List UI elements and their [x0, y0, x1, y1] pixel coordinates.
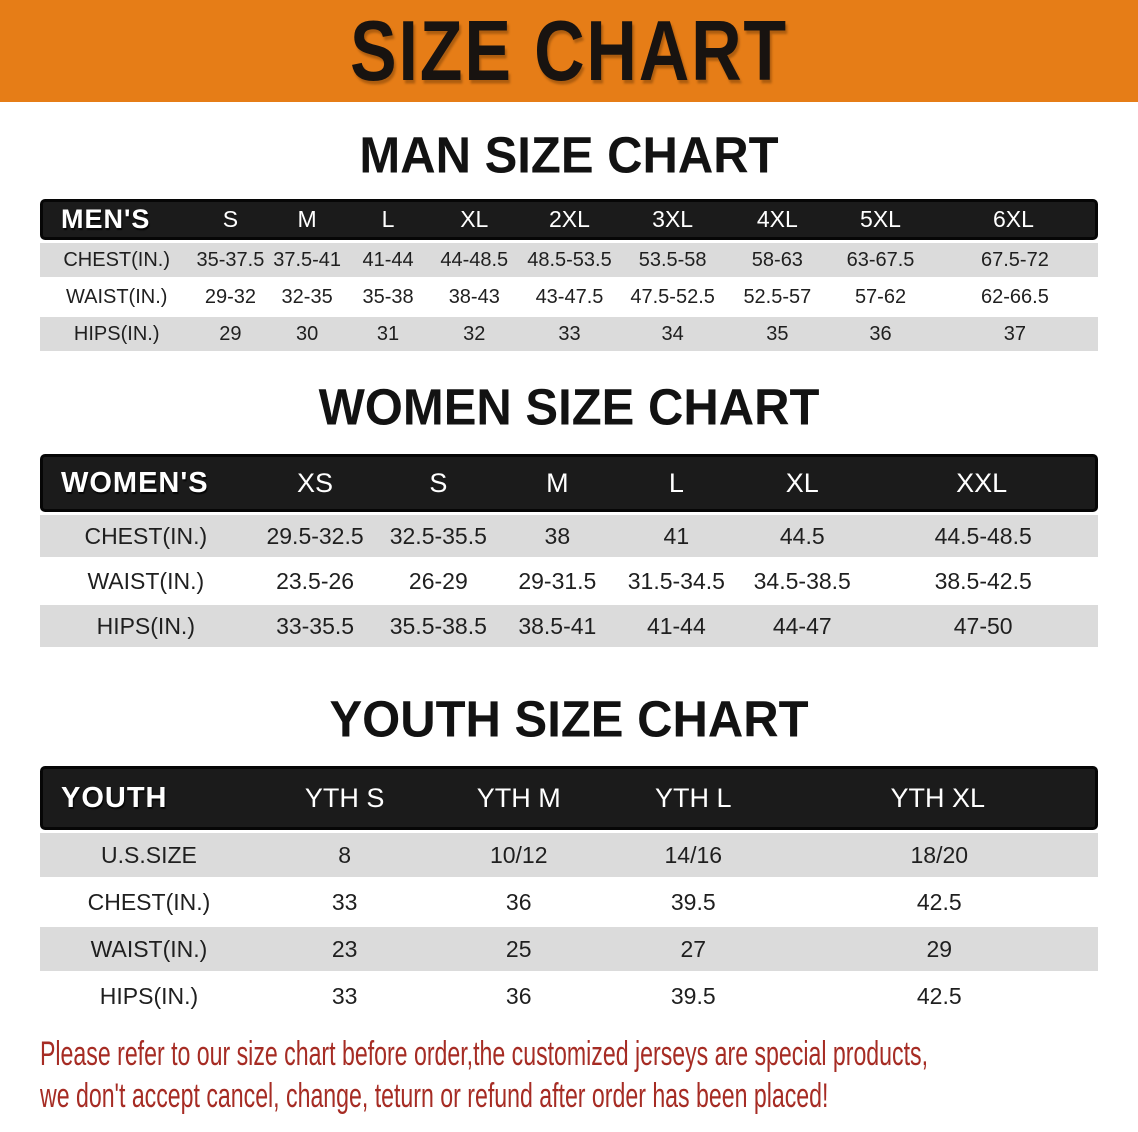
size-value: 36 [431, 880, 606, 924]
size-column-header: YTH M [431, 766, 606, 830]
size-value: 29 [193, 317, 267, 351]
size-value: 44-47 [736, 605, 868, 647]
size-value: 39.5 [606, 880, 781, 924]
size-value: 39.5 [606, 974, 781, 1018]
size-value: 67.5-72 [932, 243, 1098, 277]
table-row [40, 317, 1098, 351]
size-value: 35-37.5 [193, 243, 267, 277]
size-column-header: M [267, 199, 346, 240]
size-value: 38-43 [429, 280, 519, 314]
size-value: 23.5-26 [252, 560, 379, 602]
measurement-label: HIPS(IN.) [40, 974, 258, 1018]
table-row [40, 243, 1098, 277]
youth-section-title: YOUTH SIZE CHART [329, 691, 809, 749]
size-value: 29-32 [193, 280, 267, 314]
size-value: 32-35 [267, 280, 346, 314]
size-value: 43-47.5 [519, 280, 620, 314]
size-value: 33 [258, 974, 432, 1018]
size-column-header: S [379, 454, 499, 512]
size-value: 42.5 [781, 880, 1098, 924]
measurement-label: WAIST(IN.) [40, 280, 193, 314]
size-column-header: XL [429, 199, 519, 240]
size-value: 42.5 [781, 974, 1098, 1018]
size-value: 34 [620, 317, 726, 351]
women-section [40, 451, 1098, 650]
size-value: 26-29 [379, 560, 499, 602]
note-line-2: we don't accept cancel, change, teturn or refund after order has been placed! [40, 1077, 829, 1115]
size-column-header: S [193, 199, 267, 240]
size-value: 44.5 [736, 515, 868, 557]
size-value: 35 [726, 317, 830, 351]
size-column-header: XL [736, 454, 868, 512]
size-column-header: 6XL [932, 199, 1098, 240]
size-column-header: YTH L [606, 766, 781, 830]
table-row [40, 974, 1098, 1018]
size-column-header: L [617, 454, 737, 512]
size-value: 10/12 [431, 833, 606, 877]
size-value: 47-50 [868, 605, 1098, 647]
table-row [40, 280, 1098, 314]
size-value: 31.5-34.5 [617, 560, 737, 602]
size-value: 31 [347, 317, 430, 351]
size-value: 34.5-38.5 [736, 560, 868, 602]
size-value: 33-35.5 [252, 605, 379, 647]
size-value: 38.5-42.5 [868, 560, 1098, 602]
size-column-header: L [347, 199, 430, 240]
size-value: 8 [258, 833, 432, 877]
size-value: 29 [781, 927, 1098, 971]
size-value: 35.5-38.5 [379, 605, 499, 647]
measurement-label: WAIST(IN.) [40, 927, 258, 971]
size-column-header: 4XL [726, 199, 830, 240]
size-value: 38 [498, 515, 616, 557]
size-value: 63-67.5 [829, 243, 932, 277]
size-value: 27 [606, 927, 781, 971]
youth-section [40, 763, 1098, 1021]
size-column-header: YTH XL [781, 766, 1098, 830]
table-group-label: WOMEN'S [40, 454, 252, 512]
size-value: 25 [431, 927, 606, 971]
women-section-title: WOMEN SIZE CHART [318, 379, 820, 437]
size-value: 38.5-41 [498, 605, 616, 647]
size-column-header: 5XL [829, 199, 932, 240]
size-value: 53.5-58 [620, 243, 726, 277]
table-group-label: MEN'S [40, 199, 193, 240]
size-column-header: XS [252, 454, 379, 512]
measurement-label: CHEST(IN.) [40, 515, 252, 557]
size-column-header: XXL [868, 454, 1098, 512]
note-line-1: Please refer to our size chart before order,the customized jerseys are special products, [40, 1035, 928, 1073]
size-value: 57-62 [829, 280, 932, 314]
table-group-label: YOUTH [40, 766, 258, 830]
banner-title: SIZE CHART [350, 3, 788, 99]
size-value: 30 [267, 317, 346, 351]
size-value: 44-48.5 [429, 243, 519, 277]
measurement-label: U.S.SIZE [40, 833, 258, 877]
youth-size-table [40, 763, 1098, 1021]
size-value: 47.5-52.5 [620, 280, 726, 314]
size-column-header: YTH S [258, 766, 432, 830]
table-row [40, 605, 1098, 647]
size-value: 36 [829, 317, 932, 351]
header-row [40, 199, 1098, 240]
size-value: 23 [258, 927, 432, 971]
size-value: 52.5-57 [726, 280, 830, 314]
size-value: 48.5-53.5 [519, 243, 620, 277]
men-section-title: MAN SIZE CHART [359, 127, 779, 185]
measurement-label: HIPS(IN.) [40, 317, 193, 351]
size-value: 14/16 [606, 833, 781, 877]
banner [0, 0, 1138, 102]
table-row [40, 880, 1098, 924]
header-row [40, 454, 1098, 512]
header-row [40, 766, 1098, 830]
size-value: 32.5-35.5 [379, 515, 499, 557]
table-row [40, 515, 1098, 557]
size-column-header: M [498, 454, 616, 512]
size-value: 35-38 [347, 280, 430, 314]
size-value: 41-44 [617, 605, 737, 647]
size-value: 33 [519, 317, 620, 351]
measurement-label: WAIST(IN.) [40, 560, 252, 602]
size-column-header: 3XL [620, 199, 726, 240]
size-value: 44.5-48.5 [868, 515, 1098, 557]
size-value: 62-66.5 [932, 280, 1098, 314]
measurement-label: CHEST(IN.) [40, 243, 193, 277]
size-value: 41 [617, 515, 737, 557]
size-value: 58-63 [726, 243, 830, 277]
size-value: 36 [431, 974, 606, 1018]
women-size-table [40, 451, 1098, 650]
measurement-label: HIPS(IN.) [40, 605, 252, 647]
size-value: 29.5-32.5 [252, 515, 379, 557]
size-value: 29-31.5 [498, 560, 616, 602]
table-row [40, 927, 1098, 971]
size-column-header: 2XL [519, 199, 620, 240]
order-note [40, 1033, 1138, 1117]
size-value: 32 [429, 317, 519, 351]
size-value: 37.5-41 [267, 243, 346, 277]
size-value: 33 [258, 880, 432, 924]
table-row [40, 560, 1098, 602]
size-value: 41-44 [347, 243, 430, 277]
men-size-table [40, 196, 1098, 354]
size-value: 37 [932, 317, 1098, 351]
measurement-label: CHEST(IN.) [40, 880, 258, 924]
men-section [40, 196, 1098, 354]
size-value: 18/20 [781, 833, 1098, 877]
table-row [40, 833, 1098, 877]
